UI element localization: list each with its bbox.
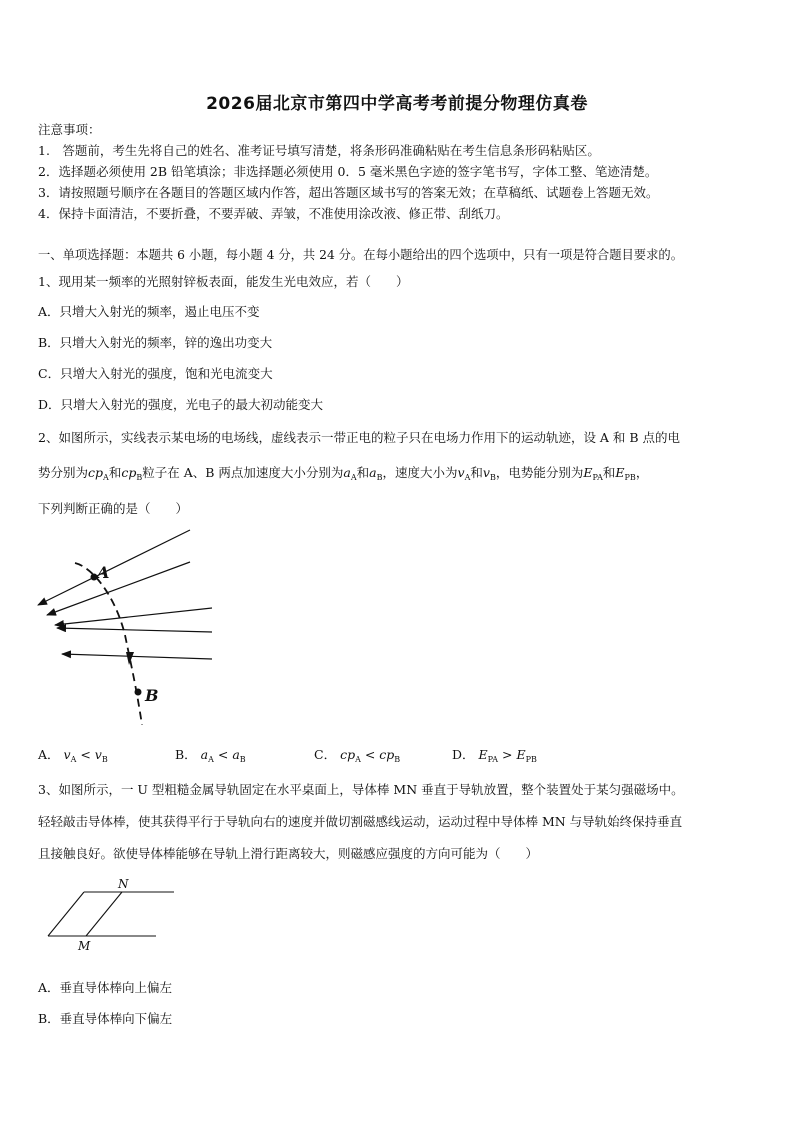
phi-b-symbol: cp <box>121 465 137 480</box>
option-d-lhs: E <box>478 747 488 762</box>
speed-a-sub: A <box>464 473 471 482</box>
question-2-option-d[interactable] <box>452 745 537 764</box>
accel-a-symbol: a <box>343 465 351 480</box>
q2-text-2: 和 <box>108 465 122 480</box>
question-2-line-2 <box>38 463 648 482</box>
point-b-label: B <box>145 686 159 705</box>
option-c-lhs-sub: A <box>355 755 361 764</box>
option-a-rhs: v <box>94 747 102 762</box>
phi-b-sub: B <box>136 473 143 482</box>
q2-text-4: 和 <box>356 465 370 480</box>
option-b-lhs: a <box>200 747 209 762</box>
question-2-option-a[interactable] <box>38 745 108 764</box>
option-b-lhs-sub: A <box>208 755 214 764</box>
option-b-operator: < <box>213 747 233 762</box>
option-c-rhs: cp <box>379 747 395 762</box>
question-3-option-a[interactable]: A．垂直导体棒向上偏左 <box>38 980 173 995</box>
q2-text-5: ，速度大小为 <box>382 465 458 480</box>
q2-text-9: ， <box>635 465 649 480</box>
page-title: 2026届北京市第四中学高考考前提分物理仿真卷 <box>206 94 588 114</box>
question-3-option-b[interactable]: B．垂直导体棒向下偏左 <box>38 1011 173 1026</box>
question-3-line-2: 轻轻敲击导体棒，使其获得平行于导轨向右的速度并做切割磁感线运动，运动过程中导体棒 MN 与导轨始终保持垂直 <box>38 814 683 829</box>
speed-b-sub: B <box>489 473 496 482</box>
notice-heading: 注意事项： <box>38 122 101 137</box>
q2-text-7: ，电势能分别为 <box>495 465 584 480</box>
option-d-label: D． <box>452 747 475 762</box>
notice-item-2: 2．选择题必须使用 2B 铅笔填涂；非选择题必须使用 0．5 毫米黑色字迹的签字笔书写，字体工整、笔迹清楚。 <box>38 164 658 179</box>
phi-a-sub: A <box>103 473 109 482</box>
field-line-5 <box>62 654 212 659</box>
notice-item-3: 3．请按照题号顺序在各题目的答题区域内作答，超出答题区域书写的答案无效；在草稿纸、试题卷上答题无效。 <box>38 185 659 200</box>
option-a-rhs-sub: B <box>101 755 108 764</box>
trajectory-path <box>75 563 142 725</box>
energy-a-symbol: E <box>583 465 593 480</box>
energy-a-sub: PA <box>592 473 603 482</box>
field-line-3 <box>55 608 212 625</box>
notice-item-1: 1. 答题前，考生先将自己的姓名、准考证号填写清楚，将条形码准确粘贴在考生信息条形码粘贴区。 <box>38 143 600 158</box>
rail-figure <box>40 875 180 955</box>
q2-text-1: 势分别为 <box>38 465 89 480</box>
option-a-label: A． <box>38 747 60 762</box>
option-c-lhs: cp <box>340 747 356 762</box>
question-2-line-1: 2、如图所示，实线表示某电场的电场线，虚线表示一带正电的粒子只在电场力作用下的运动轨迹，设 A 和 B 点的电 <box>38 430 681 445</box>
question-1-option-d[interactable]: D．只增大入射光的强度，光电子的最大初动能变大 <box>38 397 324 412</box>
option-a-lhs-sub: A <box>70 755 77 764</box>
question-2-option-c[interactable] <box>314 745 400 764</box>
question-1-option-b[interactable]: B．只增大入射光的频率，锌的逸出功变大 <box>38 335 273 350</box>
rod-label-n: N <box>118 877 129 891</box>
accel-b-symbol: a <box>369 465 377 480</box>
q2-text-3: 粒子在 A、B 两点加速度大小分别为 <box>142 465 344 480</box>
phi-a-symbol: cp <box>88 465 104 480</box>
electric-field-figure <box>30 525 230 725</box>
option-d-lhs-sub: PA <box>487 755 499 764</box>
question-3-line-3: 且接触良好。欲使导体棒能够在导轨上滑行距离较大，则磁感应强度的方向可能为（ ） <box>38 846 539 861</box>
option-b-label: B． <box>175 747 197 762</box>
speed-b-symbol: v <box>482 465 490 480</box>
question-1-option-a[interactable]: A．只增大入射光的频率，遏止电压不变 <box>38 304 260 319</box>
option-c-operator: < <box>360 747 380 762</box>
question-1-stem: 1、现用某一频率的光照射锌板表面，能发生光电效应，若（ ） <box>38 274 409 289</box>
question-2-line-3: 下列判断正确的是（ ） <box>38 501 189 516</box>
option-b-rhs: a <box>232 747 240 762</box>
field-line-4 <box>57 628 212 632</box>
option-a-operator: < <box>76 747 95 762</box>
accel-a-sub: A <box>350 473 357 482</box>
rod-mn <box>86 892 122 936</box>
q2-text-6: 和 <box>470 465 483 480</box>
option-a-lhs: v <box>63 747 71 762</box>
question-1-option-c[interactable]: C．只增大入射光的强度，饱和光电流变大 <box>38 366 273 381</box>
option-d-rhs: E <box>516 747 526 762</box>
question-2-option-b[interactable] <box>175 745 246 764</box>
energy-b-sub: PB <box>624 473 636 482</box>
option-b-rhs-sub: B <box>239 755 246 764</box>
option-d-rhs-sub: PB <box>525 755 537 764</box>
rail-left <box>48 892 84 936</box>
point-a-label: A <box>97 563 110 582</box>
field-line-2 <box>47 562 190 615</box>
question-3-line-1: 3、如图所示，一 U 型粗糙金属导轨固定在水平桌面上，导体棒 MN 垂直于导轨放置，整个装置处于某匀强磁场中。 <box>38 782 684 797</box>
accel-b-sub: B <box>376 473 383 482</box>
field-line-1 <box>38 530 190 605</box>
option-c-rhs-sub: B <box>394 755 401 764</box>
q2-text-8: 和 <box>602 465 616 480</box>
point-b <box>135 689 142 696</box>
energy-b-symbol: E <box>615 465 625 480</box>
option-c-label: C． <box>314 747 337 762</box>
section-heading: 一、单项选择题：本题共 6 小题，每小题 4 分，共 24 分。在每小题给出的四个选项中，只有一项是符合题目要求的。 <box>38 248 683 262</box>
speed-a-symbol: v <box>457 465 465 480</box>
rod-label-m: M <box>78 939 91 953</box>
notice-item-4: 4．保持卡面清洁，不要折叠，不要弄破、弄皱，不准使用涂改液、修正带、刮纸刀。 <box>38 206 509 221</box>
option-d-operator: > <box>498 747 517 762</box>
